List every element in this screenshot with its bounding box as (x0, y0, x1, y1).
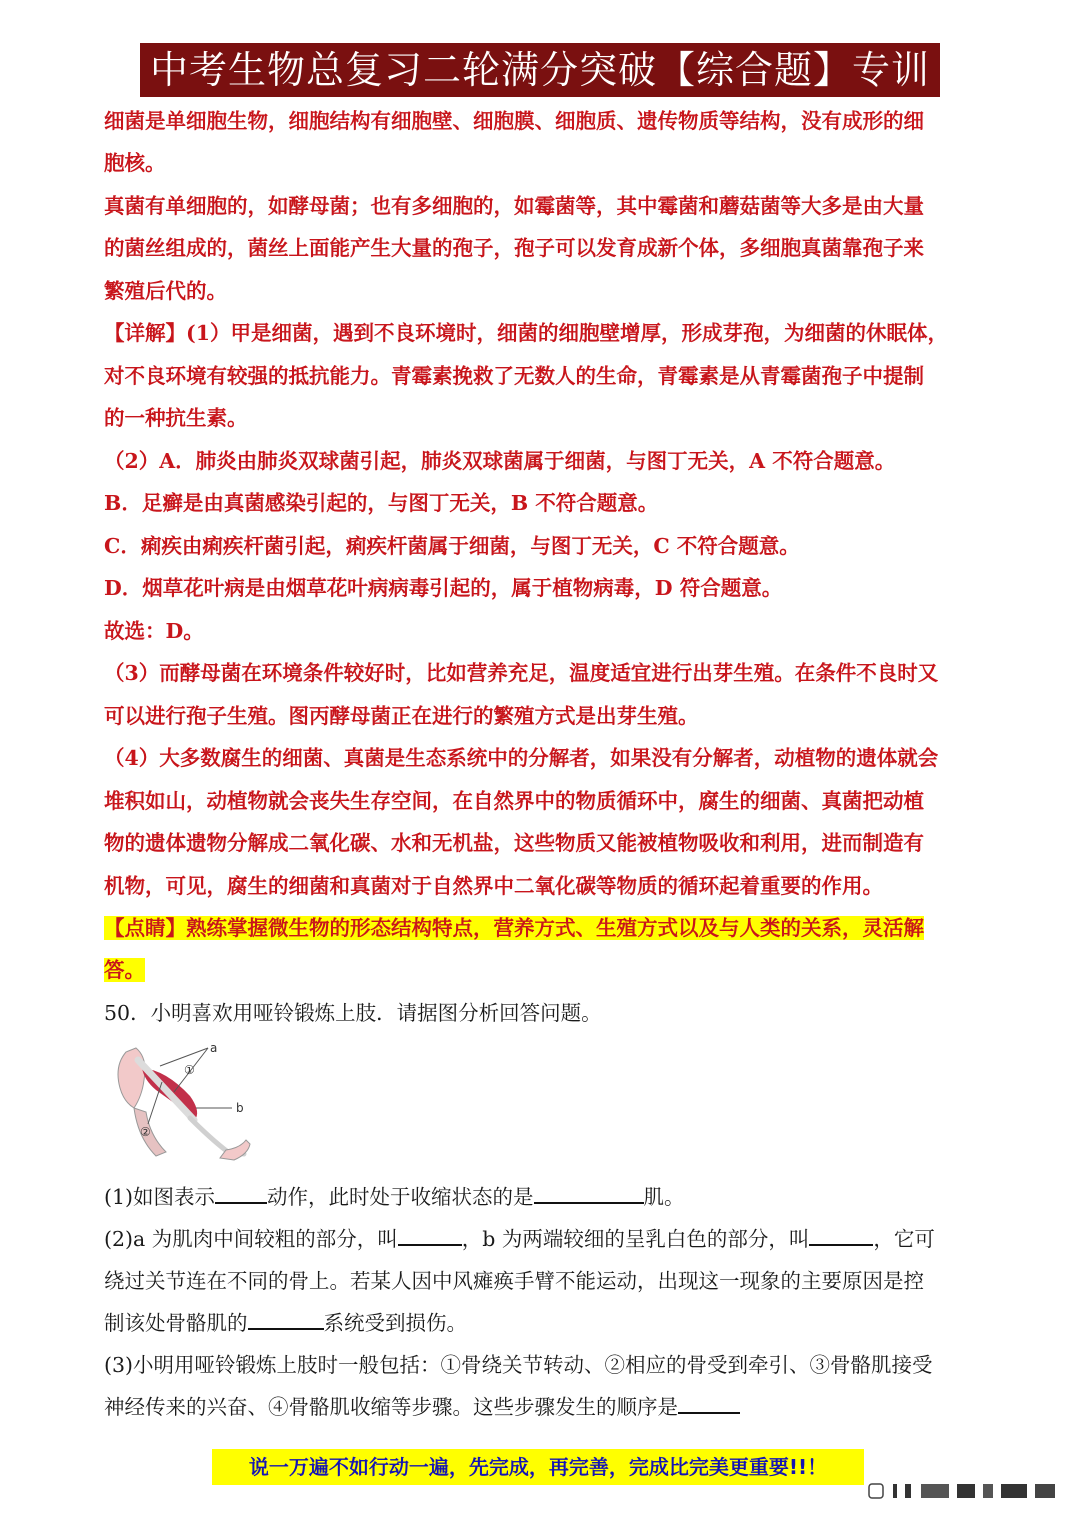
text-line: 【详解】(1）甲是细菌，遇到不良环境时，细菌的细胞壁增厚，形成芽孢，为细菌的休眠体， (104, 321, 948, 345)
watermark-logo (865, 1480, 1065, 1502)
answer-blank[interactable] (809, 1224, 873, 1246)
text-line: 对不良环境有较强的抵抗能力。青霉素挽救了无数人的生命，青霉素是从青霉菌孢子中提制 (104, 364, 924, 388)
q1-text: (1)如图表示 (104, 1185, 216, 1209)
text-line: （4）大多数腐生的细菌、真菌是生态系统中的分解者，如果没有分解者，动植物的遗体就会 (104, 746, 939, 770)
text-line: 机物，可见，腐生的细菌和真菌对于自然界中二氧化碳等物质的循环起着重要的作用。 (104, 874, 883, 898)
text-line: 堆积如山，动植物就会丧失生存空间，在自然界中的物质循环中，腐生的细菌、真菌把动植 (104, 789, 924, 813)
arm-muscle-figure (108, 1040, 268, 1168)
text-line: 的一种抗生素。 (104, 406, 248, 430)
text-line: C．痢疾由痢疾杆菌引起，痢疾杆菌属于细菌，与图丁无关，C 不符合题意。 (104, 534, 800, 558)
text-line: 可以进行孢子生殖。图丙酵母菌正在进行的繁殖方式是出芽生殖。 (104, 704, 699, 728)
text-line: 胞核。 (104, 151, 166, 175)
page-title: 中考生物总复习二轮满分突破【综合题】专训 (140, 43, 940, 97)
question-3-line (104, 1392, 984, 1422)
label-a: a (210, 1041, 218, 1055)
text-line: （2）A．肺炎由肺炎双球菌引起，肺炎双球菌属于细菌，与图丁无关，A 不符合题意。 (104, 449, 896, 473)
q3-text: 神经传来的兴奋、④骨骼肌收缩等步骤。这些步骤发生的顺序是 (104, 1395, 678, 1419)
answer-blank[interactable] (678, 1392, 740, 1414)
question-3-line: (3)小明用哑铃锻炼上肢时一般包括：①骨绕关节转动、②相应的骨受到牵引、③骨骼肌接受 (104, 1353, 933, 1377)
text-line: D．烟草花叶病是由烟草花叶病病毒引起的，属于植物病毒，D 符合题意。 (104, 576, 783, 600)
label-b: b (236, 1101, 244, 1115)
q2-text: ，b 为两端较细的呈乳白色的部分，叫 (461, 1227, 810, 1251)
text-line: 物的遗体遗物分解成二氧化碳、水和无机盐，这些物质又能被植物吸收和利用，进而制造有 (104, 831, 924, 855)
shoulder-shape (118, 1048, 145, 1108)
text-line: 繁殖后代的。 (104, 279, 227, 303)
tip-text: 【点睛】熟练掌握微生物的形态结构特点，营养方式、生殖方式以及与人类的关系，灵活解 (104, 916, 924, 940)
text-line: 故选：D。 (104, 619, 204, 643)
text-line: 真菌有单细胞的，如酵母菌；也有多细胞的，如霉菌等，其中霉菌和蘑菇菌等大多是由大量 (104, 194, 924, 218)
text-line: B．足癣是由真菌感染引起的，与图丁无关，B 不符合题意。 (104, 491, 659, 515)
answer-blank[interactable] (398, 1224, 462, 1246)
question-1 (104, 1182, 984, 1212)
q2-text: 制该处骨骼肌的 (104, 1311, 248, 1335)
q2-text: (2)a 为肌肉中间较粗的部分，叫 (104, 1227, 398, 1251)
question-2-line (104, 1308, 984, 1338)
tip-text: 答。 (104, 958, 145, 982)
question-2-line (104, 1224, 984, 1254)
q1-text: 动作，此时处于收缩状态的是 (267, 1185, 534, 1209)
text-line: 细菌是单细胞生物，细胞结构有细胞壁、细胞膜、细胞质、遗传物质等结构，没有成形的细 (104, 109, 924, 133)
q2-text: ，它可 (873, 1227, 935, 1251)
tip-line (104, 913, 984, 943)
text-line: （3）而酵母菌在环境条件较好时，比如营养充足，温度适宜进行出芽生殖。在条件不良时又 (104, 661, 939, 685)
tip-line (104, 955, 984, 985)
answer-blank[interactable] (534, 1182, 644, 1204)
answer-blank[interactable] (248, 1308, 324, 1330)
text-line: 的菌丝组成的，菌丝上面能产生大量的孢子，孢子可以发育成新个体，多细胞真菌靠孢子来 (104, 236, 924, 260)
motto-banner: 说一万遍不如行动一遍，先完成，再完善，完成比完美更重要!!！ (212, 1449, 864, 1485)
label-2: ② (140, 1125, 151, 1139)
q2-text: 系统受到损伤。 (323, 1311, 467, 1335)
label-1: ① (184, 1063, 195, 1077)
question-2-line: 绕过关节连在不同的骨上。若某人因中风瘫痪手臂不能运动，出现这一现象的主要原因是控 (104, 1269, 924, 1293)
q1-text: 肌。 (643, 1185, 685, 1209)
question-stem: 50．小明喜欢用哑铃锻炼上肢．请据图分析回答问题。 (104, 1001, 602, 1025)
answer-blank[interactable] (215, 1182, 267, 1204)
